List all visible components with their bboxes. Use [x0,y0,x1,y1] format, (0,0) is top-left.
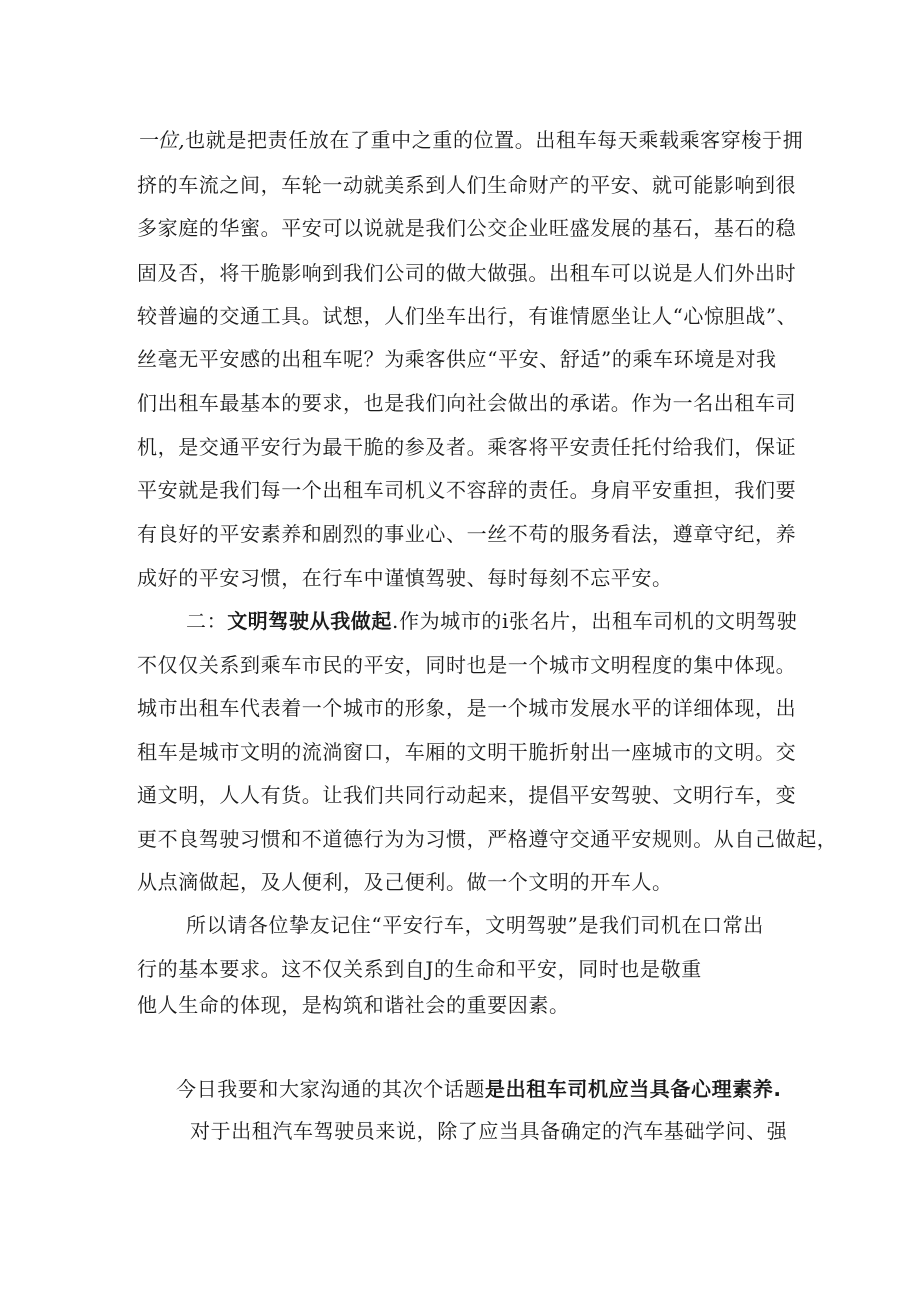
paragraph-line: 所以请各位挚友记住“平安行车，文明驾驶”是我们司机在口常出 [186,913,764,937]
paragraph-line: 从点滴做起，及人便利，及己便利。做一个文明的开车人。 [137,870,673,894]
paragraph-line: 行的基本要求。这不仅关系到自J的生命和平安，同时也是敬重 [137,957,702,981]
paragraph-line: 他人生命的体现，是构筑和谐社会的重要因素。 [137,993,570,1017]
section-number: 二： [186,609,228,633]
paragraph-line: 多家庭的华蜜。平安可以说就是我们公交企业旺盛发展的基石，基石的稳 [137,216,797,240]
line-text: 也就是把责任放在了重中之重的位置。出租车每天乘载乘客穿梭于拥 [185,128,804,152]
paragraph-line: 租车是城市文明的流淌窗口，车厢的文明干脆折射出一座城市的文明。交 [137,740,797,764]
paragraph-line: 城市出租车代表着一个城市的形象，是一个城市发展水平的详细体现，出 [137,696,797,720]
paragraph-line: 不仅仅关系到乘车市民的平安，同时也是一个城市文明程度的集中体现。 [137,653,797,677]
paragraph-line: 对于出租汽车驾驶员来说，除了应当具备确定的汽车基础学问、强 [190,1119,788,1143]
italic-lead-text: 一位, [137,128,186,152]
paragraph-line: 成好的平安习惯，在行车中谨慎驾驶、每时每刻不忘平安。 [137,566,673,590]
topic-heading: 是出租车司机应当具备心理素养. [485,1077,782,1101]
paragraph-line: 更不良驾驶习惯和不道德行为为习惯，严格遵守交通平安规则。从自己做起， [137,827,838,851]
line-text: 今日我要和大家沟通的其次个话题 [176,1077,485,1101]
paragraph-heading-line [176,1076,782,1102]
section-heading: 文明驾驶从我做起 [227,609,393,633]
paragraph-line: 挤的车流之间，车轮一动就美系到人们生命财产的平安、就可能影响到很 [137,173,797,197]
paragraph-line: 有良好的平安素养和剧烈的事业心、一丝不苟的服务看法，遵章守纪，养 [137,522,797,546]
paragraph-line: 通文明，人人有货。让我们共同行动起来，提倡平安驾驶、文明行车，变 [137,783,797,807]
paragraph-line: 们出租车最基本的要求，也是我们向社会做出的承诺。作为一名出租车司 [137,391,797,415]
paragraph-line: 较普遍的交通工具。试想，人们坐车出行，有谁情愿坐让人“心惊胆战”、 [137,304,798,328]
paragraph-line: 丝毫无平安感的出租车呢？为乘客供应“平安、舒适”的乘车环境是对我 [137,347,777,371]
paragraph-line [137,127,803,153]
paragraph-line: 机，是交通平安行为最干脆的参及者。乘客将平安责任托付给我们，保证 [137,435,797,459]
paragraph-line: 固及否，将干脆影响到我们公司的做大做强。出租车可以说是人们外出时 [137,261,797,285]
paragraph-heading-line [186,608,797,634]
paragraph-line: 平安就是我们每一个出租车司机义不容辞的责任。身肩平安重担，我们要 [137,478,797,502]
line-text: .作为城市的i张名片，出租车司机的文明驾驶 [392,609,798,633]
